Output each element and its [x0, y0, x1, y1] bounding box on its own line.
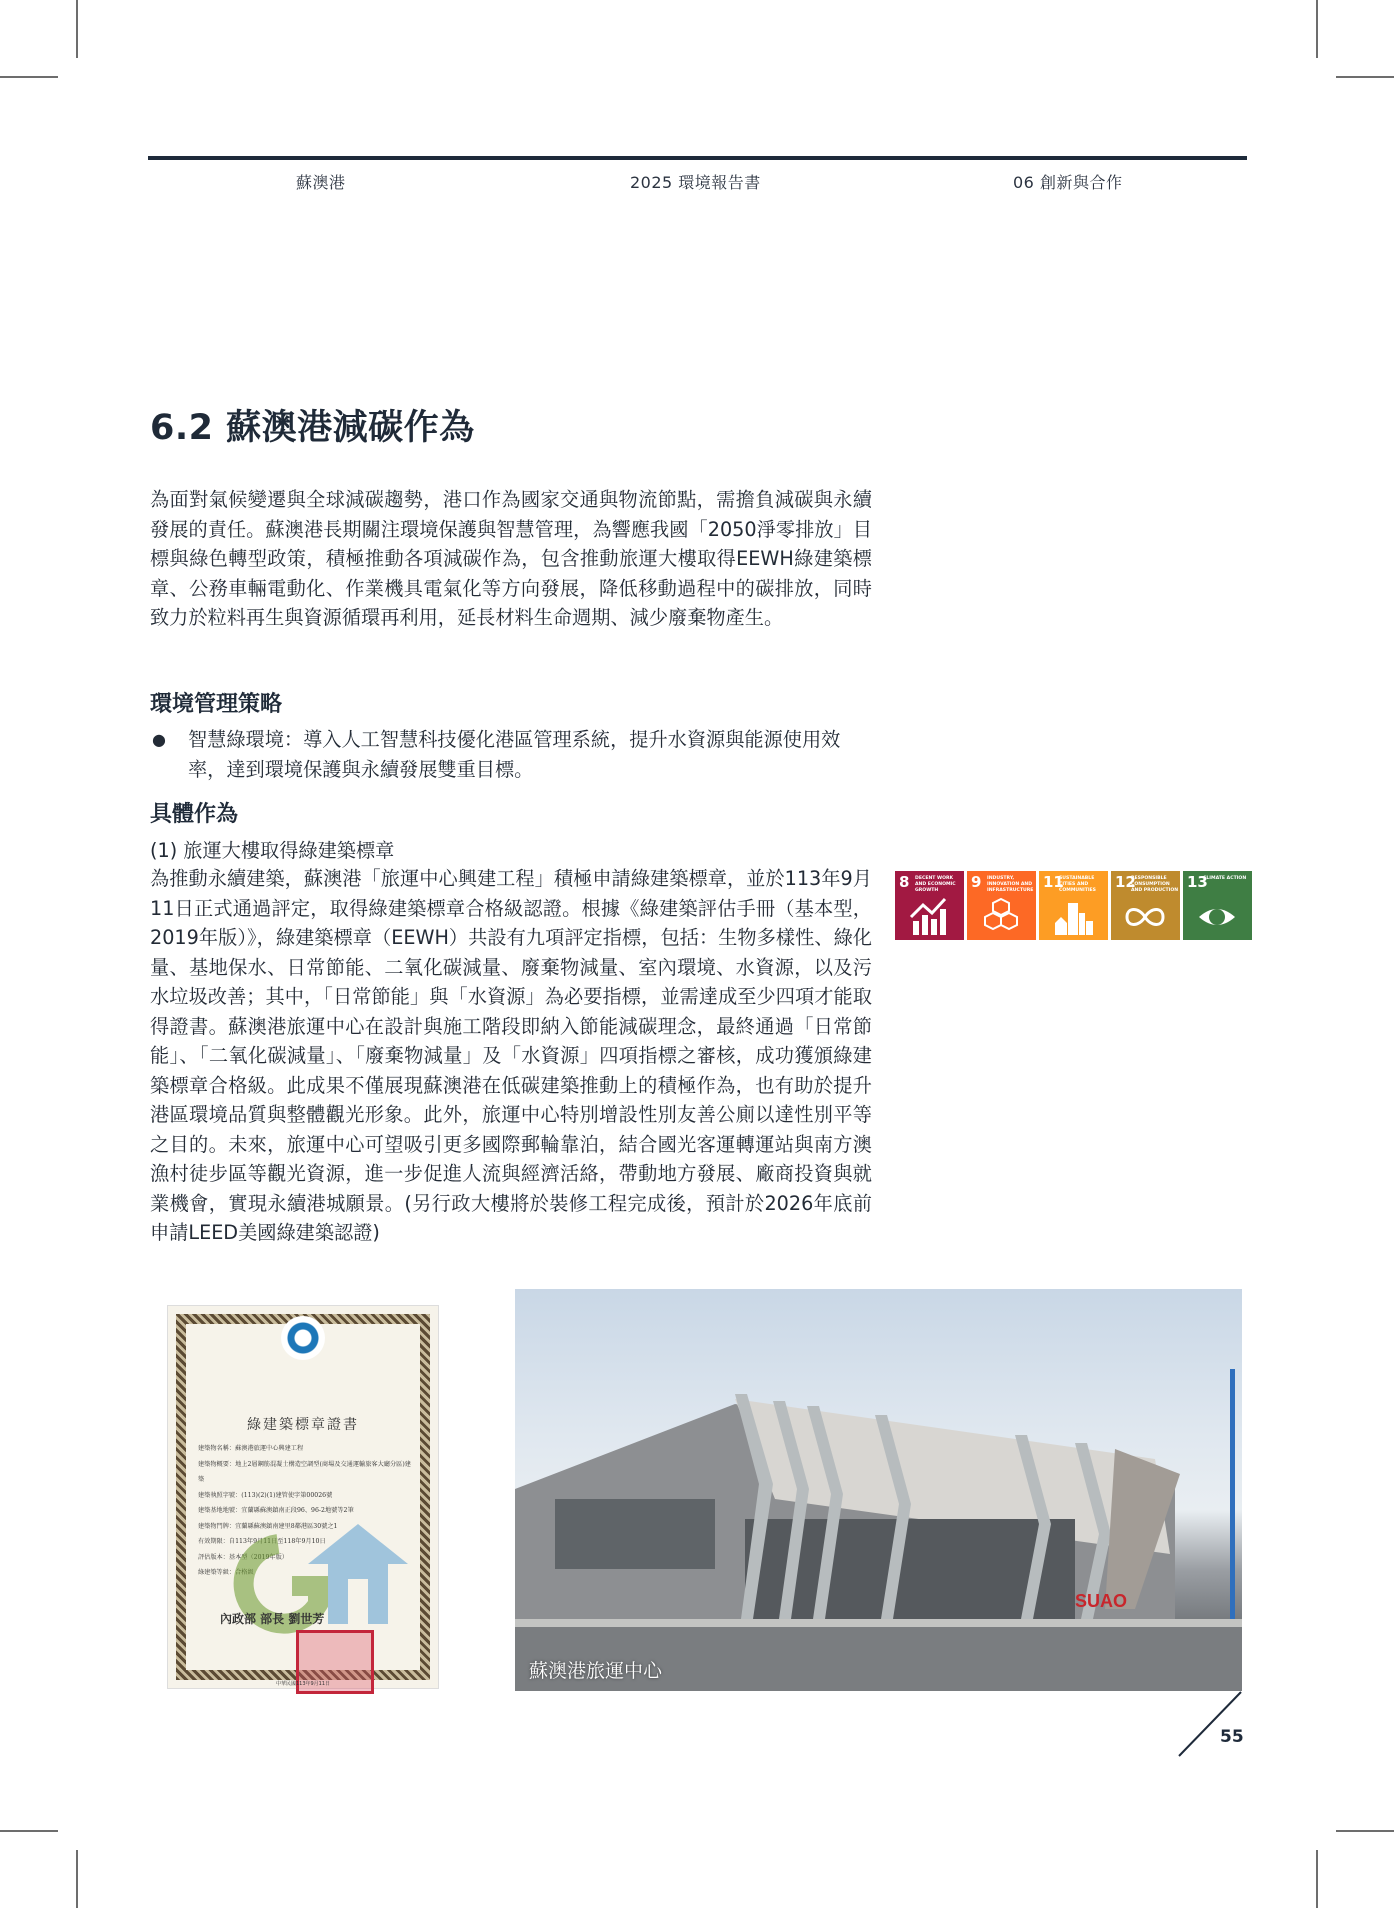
header-report-title: 2025 環境報告書 [630, 173, 761, 192]
growth-chart-icon [909, 897, 949, 935]
travel-center-photo [515, 1289, 1242, 1691]
header-rule [148, 156, 1247, 160]
action-item-title: (1) 旅運大樓取得綠建築標章 [150, 839, 395, 862]
sdg-icon-row [895, 871, 1252, 940]
sdg-13-tile: 13 CLIMATE ACTION [1183, 871, 1252, 940]
infinity-loop-icon [1125, 897, 1165, 935]
ministry-emblem-icon [281, 1316, 325, 1360]
svg-text:SUAO: SUAO [1075, 1591, 1128, 1611]
crop-mark [1316, 1850, 1318, 1908]
crop-mark [1316, 0, 1318, 58]
page-number-slash [1175, 1690, 1245, 1760]
certificate-title: 綠建築標章證書 [247, 1417, 359, 1433]
certificate-date: 中華民國113年9月11日 [275, 1681, 331, 1687]
sdg-9-tile: 9 INDUSTRY, INNOVATION AND INFRASTRUCTURE [967, 871, 1036, 940]
earth-eye-icon [1197, 897, 1237, 935]
header-chapter: 06 創新與合作 [1013, 173, 1123, 192]
building-illustration [515, 1289, 1242, 1691]
intro-paragraph: 為面對氣候變遷與全球減碳趨勢，港口作為國家交通與物流節點，需擔負減碳與永續發展的責任。蘇澳港長期關注環境保護與智慧管理，為響應我國「2050淨零排放」目標與綠色轉型政策，積極推動各項減碳作為，包含推動旅運大樓取得EEWH綠建築標章、公務車輛電動化、作業機具電氣化等方向發展，降低移動過程中的碳排放，同時致力於粒料再生與資源循環再利用，延長材料生命週期、減少廢棄物產生。 [150, 488, 872, 629]
certificate-details: 建築物名稱：蘇澳港旅運中心興建工程 建築物概要：地上2層鋼筋混凝土構造空調型(商場及交通運輸旅客大廳分區)建築 建築執照字號：(113)(2)(1)建管使字第00026號 建築基地地號：宜蘭縣蘇澳鎮南正段96、96-2地號等2筆 建築物門牌：宜蘭縣蘇澳鎮南建里8鄰港區30號之1 有效期限：自113年9月11日至118年9月10日 評估版本：基本型（2019年版） 綠建築等級：合格級 [198, 1445, 411, 1576]
strategy-bullet-item: 智慧綠環境：導入人工智慧科技優化港區管理系統，提升水資源與能源使用效率，達到環境保護與永續發展雙重目標。 [188, 728, 841, 781]
green-building-certificate-image [167, 1305, 439, 1689]
cubes-icon [981, 897, 1021, 935]
crop-mark [0, 1830, 58, 1832]
crop-mark [0, 76, 58, 78]
sdg-8-tile: 8 DECENT WORK AND ECONOMIC GROWTH [895, 871, 964, 940]
crop-mark [76, 1850, 78, 1908]
page-number: 55 [1220, 1727, 1244, 1747]
sdg-12-tile: 12 RESPONSIBLE CONSUMPTION AND PRODUCTION [1111, 871, 1180, 940]
crop-mark [76, 0, 78, 58]
action-item-body: 為推動永續建築，蘇澳港「旅運中心興建工程」積極申請綠建築標章，並於113年9月11日正式通過評定，取得綠建築標章合格級認證。根據《綠建築評估手冊（基本型，2019年版）》，綠建築標章（EEWH）共設有九項評定指標，包括：生物多樣性、綠化量、基地保水、日常節能、二氧化碳減量、廢棄物減量、室內環境、水資源，以及污水垃圾改善；其中，「日常節能」與「水資源」為必要指標，並需達成至少四項才能取得證書。蘇澳港旅運中心在設計與施工階段即納入節能減碳理念，最終通過「日常節能」、「二氧化碳減量」、「廢棄物減量」及「水資源」四項指標之審核，成功獲頒綠建築標章合格級。此成果不僅展現蘇澳港在低碳建築推動上的積極作為，也有助於提升港區環境品質與整體觀光形象。此外，旅運中心特別增設性別友善公廁以達性別平等之目的。未來，旅運中心可望吸引更多國際郵輪靠泊，結合國光客運轉運站與南方澳漁村徒步區等觀光資源，進一步促進人流與經濟活絡，帶動地方發展、廠商投資與就業機會，實現永續港城願景。(另行政大樓將於裝修工程完成後，預計於2026年底前申請LEED美國綠建築認證) [150, 867, 872, 1244]
crop-mark [1336, 76, 1394, 78]
city-buildings-icon [1053, 897, 1093, 935]
actions-heading: 具體作為 [150, 802, 239, 827]
photo-caption: 蘇澳港旅運中心 [529, 1660, 663, 1682]
strategy-heading: 環境管理策略 [150, 692, 283, 717]
crop-mark [1336, 1830, 1394, 1832]
bullet-icon: ● [152, 730, 166, 749]
strategy-bullet-list [150, 725, 872, 784]
sdg-11-tile: 11 SUSTAINABLE CITIES AND COMMUNITIES [1039, 871, 1108, 940]
header-company: 蘇澳港 [296, 173, 346, 192]
page-title: 6.2 蘇澳港減碳作為 [150, 408, 475, 448]
certificate-signature: 內政部 部長 劉世芳 [220, 1612, 325, 1626]
